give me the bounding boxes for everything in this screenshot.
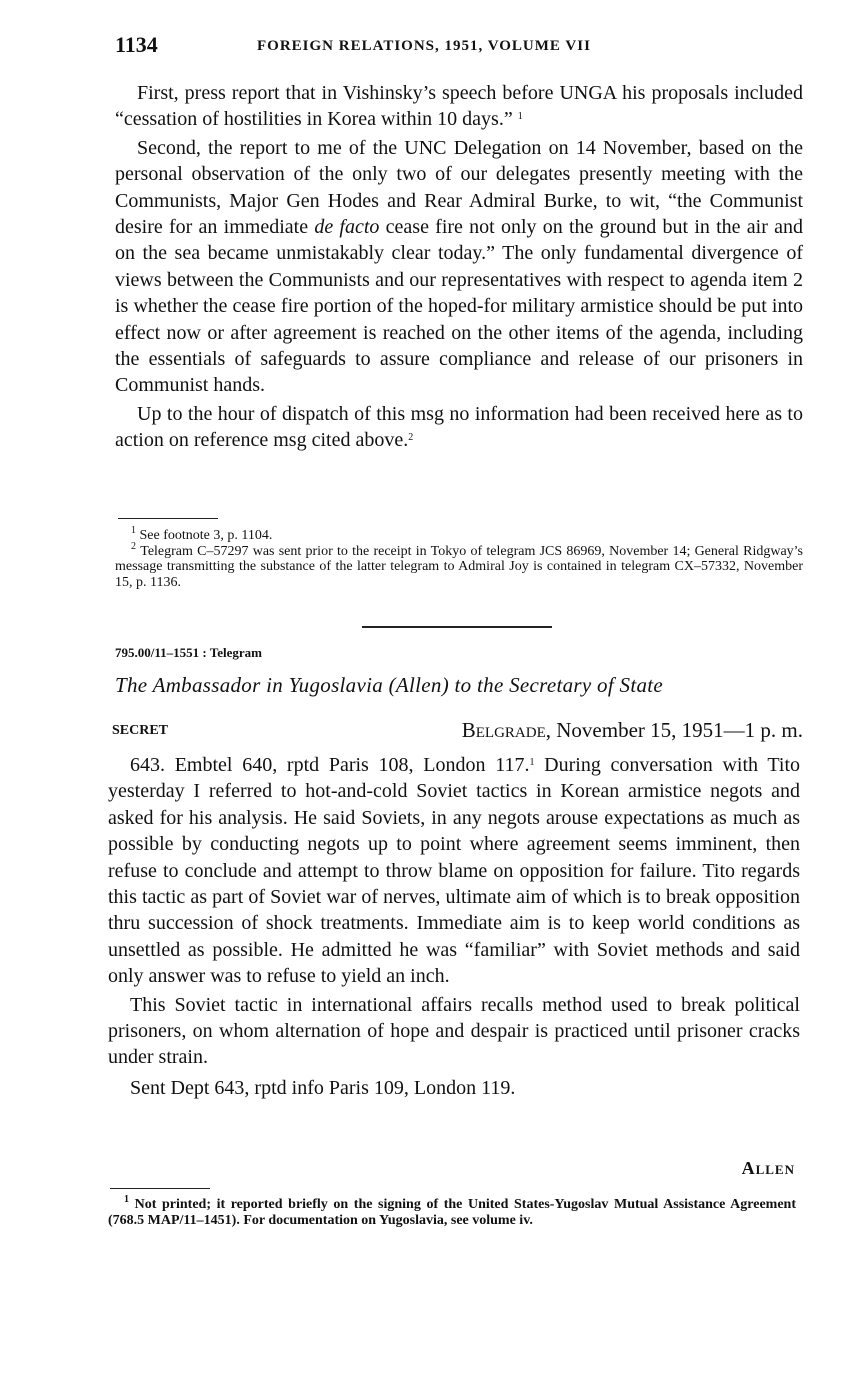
paragraph (108, 992, 800, 1071)
footnote-rule (118, 518, 218, 519)
paragraph (115, 80, 803, 133)
footnote-rule (110, 1188, 210, 1189)
paragraph-text: Up to the hour of dispatch of this msg no information had been received here as to action on reference msg cited above. (115, 402, 803, 452)
telegram-body (108, 752, 800, 1101)
document-title: The Ambassador in Yugoslavia (Allen) to the Secretary of State (115, 673, 664, 697)
paragraph-text: cease fire not only on the ground but in the air and on the sea became unmistakably clear today.” The only fundamental divergence of views between the Communists and our representatives with respect to agenda item 2 is whether the cease fire portion of the hoped-for military armistice should be put into effect now or after agreement is reached on the other items of the agenda, including the essentials of safeguards to assure compliance and release of our prisoners in Communist hands. (115, 216, 803, 397)
document-file-reference: 795.00/11–1551 : Telegram (115, 645, 262, 660)
paragraph (115, 401, 803, 454)
footnote-ref: 2 (408, 432, 414, 444)
classification-label: SECRET (112, 723, 169, 738)
footnote (115, 525, 803, 544)
footnote-text: Not printed; it reported briefly on the signing of the United States-Yugoslav Mutual Assistance Agreement (768.5 MAP/11–1451). For documentation on Yugoslavia, see volume iv. (108, 1197, 797, 1228)
footnote-ref: 1 (529, 757, 535, 768)
footnote-ref: 1 (517, 111, 523, 123)
footnote (115, 540, 804, 591)
paragraph (108, 1075, 800, 1101)
footnote (108, 1194, 797, 1228)
page-number: 1134 (115, 32, 158, 57)
paragraph-text: Second, the report to me of the UNC Delegation on 14 November, based on the personal observation of the only two of our delegates presently meeting with the Communists, Major Gen Hodes and Rear Admiral Burke, to wit, “the Communist desire for an immediate (115, 136, 803, 239)
paragraph-text: First, press report that in Vishinsky’s speech before UNGA his proposals included “cessation of hostilities in Korea within 10 days.” (115, 82, 803, 131)
page-header (115, 32, 805, 62)
italic-term: de facto (314, 216, 380, 239)
running-head: FOREIGN RELATIONS, 1951, VOLUME VII (257, 38, 591, 54)
dateline (462, 718, 803, 743)
paragraph-text: During conversation with Tito yesterday I referred to hot-and-cold Soviet tactics in Korean armistice negots and asked for his analysis. He said Soviets, in any negots arouse expectations as much as possible by conducting negots up to point where agreement seems imminent, then refuse to conclude and attempt to throw blame on opposition for failure. Tito regards this tactic as part of Soviet war of nerves, ultimate aim of which is to break opposition thru succession of shock treatments. Immediate aim is to keep world conditions as unsettled as possible. He admitted he was “familiar” with Soviet methods and said only answer was to refuse to yield an inch. (108, 754, 800, 988)
footnote-marker: 1 (131, 525, 136, 536)
section-divider (362, 626, 552, 628)
footnote-marker: 2 (131, 540, 136, 552)
dateline-date: November 15, 1951—1 p. m. (556, 718, 803, 742)
footnote-text: Telegram C–57297 was sent prior to the receipt in Tokyo of telegram JCS 86969, November 14; General Ridgway’s message transmitting the substance of the latter telegram to Admiral Joy is contained in telegram CX–57332, November 15, p. 1136. (115, 543, 804, 590)
footnotes-section-2 (108, 1194, 797, 1228)
paragraph (115, 135, 803, 399)
dateline-place: Belgrade, (461, 718, 552, 742)
footnotes-section-1 (115, 525, 804, 590)
paragraph-text: 643. Embtel 640, rptd Paris 108, London 117. (130, 754, 530, 776)
footnote-text: See footnote 3, p. 1104. (139, 528, 273, 543)
paragraph-text: This Soviet tactic in international affairs recalls method used to break political prisoners, on whom alternation of hope and despair is practiced until prisoner cracks under strain. (108, 993, 800, 1069)
paragraph-text: Sent Dept 643, rptd info Paris 109, London 119. (130, 1076, 516, 1099)
signature: Allen (741, 1158, 795, 1178)
section-1-body (115, 80, 803, 454)
paragraph (108, 752, 800, 990)
footnote-marker: 1 (124, 1194, 129, 1205)
